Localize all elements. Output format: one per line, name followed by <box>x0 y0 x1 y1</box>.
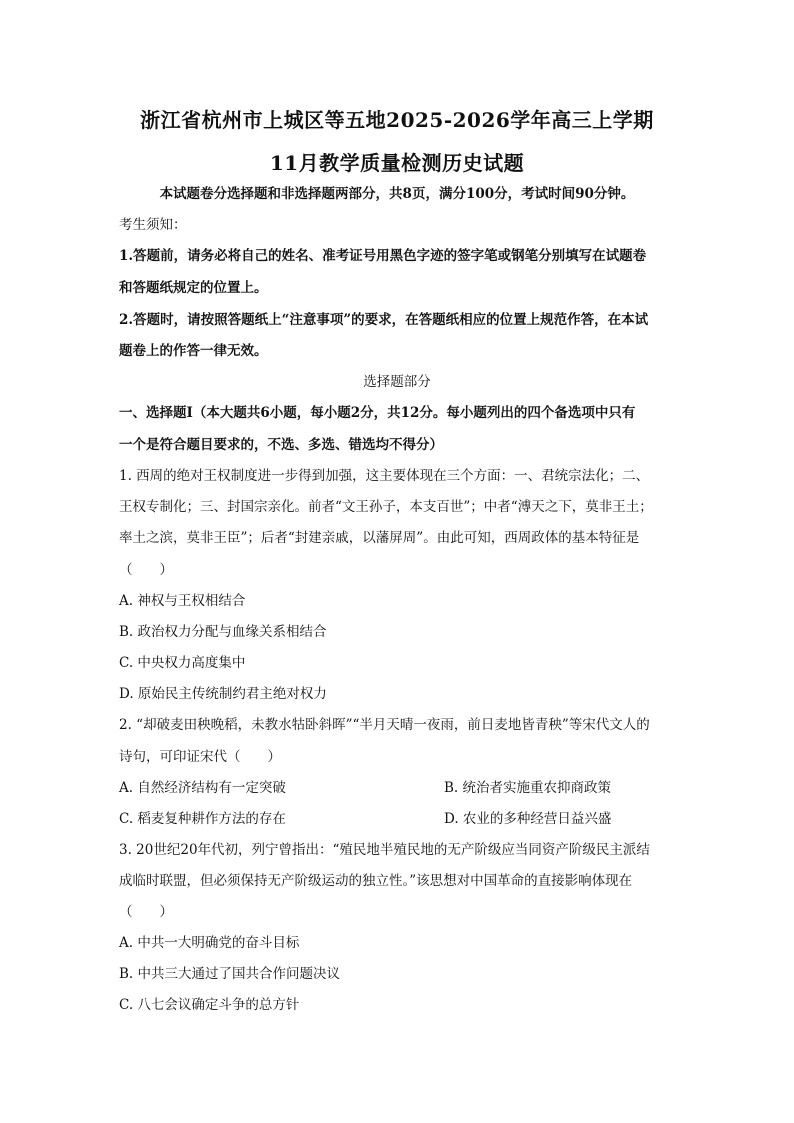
question-1-line1: 1. 西周的绝对王权制度进一步得到加强，这主要体现在三个方面：一、君统宗法化；二、 <box>119 468 650 484</box>
exam-intro: 本试题卷分选择题和非选择题两部分，共8页，满分100分，考试时间90分钟。 <box>159 186 635 202</box>
section-title: 选择题部分 <box>363 374 431 390</box>
question-1-line2: 王权专制化；三、封国宗亲化。前者“文王孙子，本支百世”；中者“溥天之下，莫非王土； <box>119 499 653 515</box>
exam-title-line1: 浙江省杭州市上城区等五地2025-2026学年高三上学期 <box>140 108 654 132</box>
question-1-line3: 率土之滨，莫非王臣”；后者“封建亲戚，以藩屏周”。由此可知，西周政体的基本特征是 <box>119 530 640 546</box>
question-2-option-a: A. 自然经济结构有一定突破 <box>119 780 286 796</box>
notice-item-1-line2: 和答题纸规定的位置上。 <box>119 280 268 296</box>
notice-item-2-line1: 2.答题时，请按照答题纸上“注意事项”的要求，在答题纸相应的位置上规范作答，在本试 <box>119 312 649 328</box>
question-2-line2: 诗句，可印证宋代（ ） <box>119 749 281 765</box>
question-2-option-d: D. 农业的多种经营日益兴盛 <box>444 811 612 827</box>
question-2-option-b: B. 统治者实施重农抑商政策 <box>444 780 612 796</box>
question-3-line2: 成临时联盟，但必须保持无产阶级运动的独立性。”该思想对中国革命的直接影响体现在 <box>119 873 633 889</box>
question-3-line1: 3. 20世纪20年代初，列宁曾指出：“殖民地半殖民地的无产阶级应当同资产阶级民主派结 <box>119 842 650 858</box>
question-3-option-a: A. 中共一大明确党的奋斗目标 <box>119 935 300 951</box>
question-1-answer-blank: （ ） <box>119 562 173 578</box>
question-3-answer-blank: （ ） <box>119 904 173 920</box>
question-2-option-c: C. 稻麦复种耕作方法的存在 <box>119 811 286 827</box>
question-1-option-a: A. 神权与王权相结合 <box>119 593 246 609</box>
question-1-option-c: C. 中央权力高度集中 <box>119 655 246 671</box>
notice-item-2-line2: 题卷上的作答一律无效。 <box>119 343 268 359</box>
question-3-option-b: B. 中共三大通过了国共合作问题决议 <box>119 966 341 982</box>
notice-item-1-line1: 1.答题前，请务必将自己的姓名、准考证号用黑色字迹的签字笔或钢笔分别填写在试题卷 <box>119 248 647 264</box>
question-3-option-c: C. 八七会议确定斗争的总方针 <box>119 997 300 1013</box>
question-1-option-d: D. 原始民主传统制约君主绝对权力 <box>119 686 327 702</box>
question-1-option-b: B. 政治权力分配与血缘关系相结合 <box>119 624 327 640</box>
notice-heading: 考生须知： <box>119 217 187 233</box>
part1-instructions-line2: 一个是符合题目要求的，不选、多选、错选均不得分） <box>119 437 443 453</box>
part1-instructions-line1: 一、选择题Ⅰ（本大题共6小题，每小题2分，共12分。每小题列出的四个备选项中只有 <box>119 405 636 421</box>
question-2-line1: 2. “却破麦田秧晚稻，未教水牯卧斜晖”“半月天晴一夜雨，前日麦地皆青秧”等宋代文人的 <box>119 717 650 733</box>
exam-title-line2: 11月教学质量检测历史试题 <box>269 151 525 175</box>
